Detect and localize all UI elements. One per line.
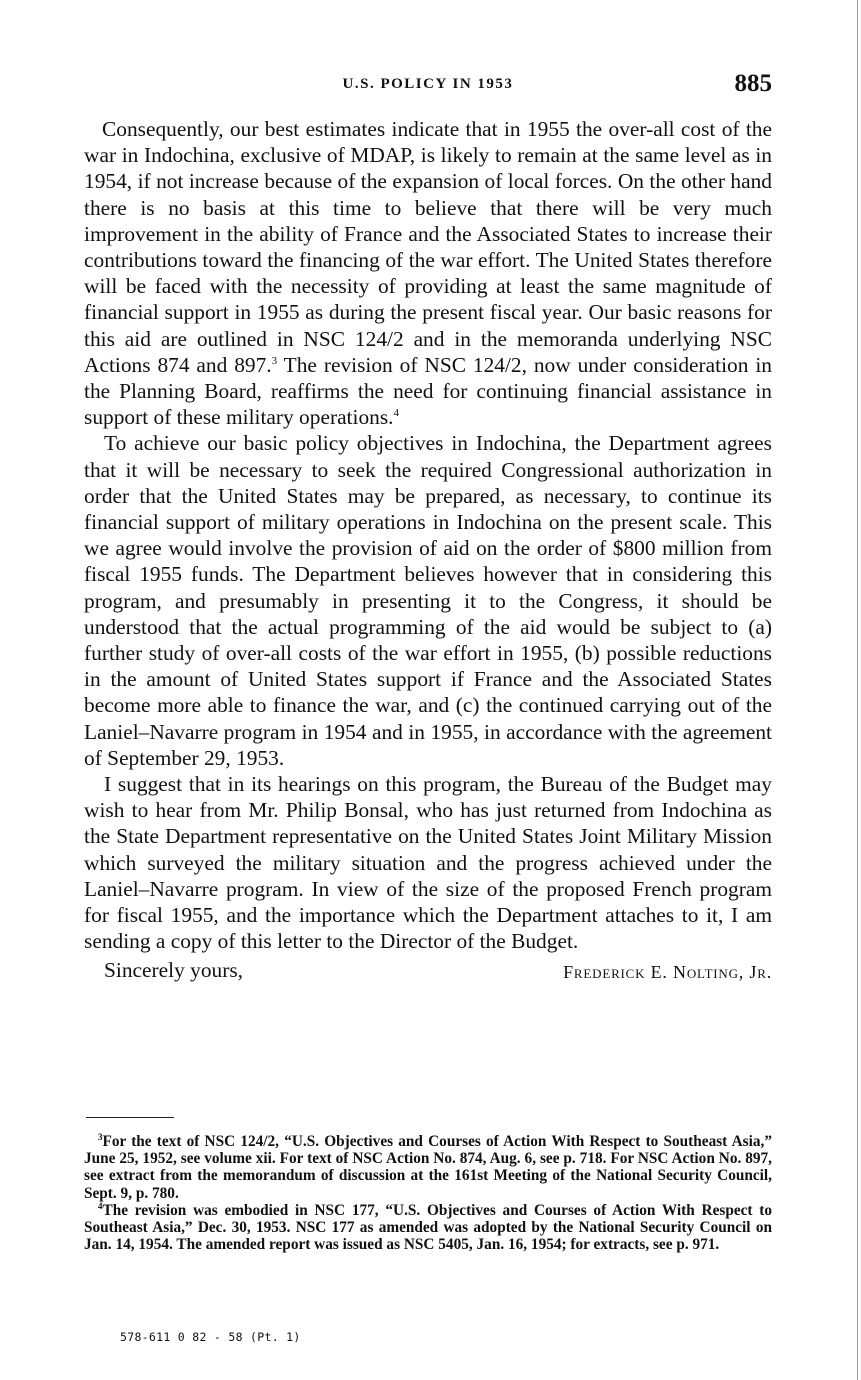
paragraph-2: To achieve our basic policy objectives in Indochina, the Department agrees that it will be necessary to seek the required Congressional authorization in order that the United States may be prepared, as necessary, to continue its financial support of military operations in Indochina on the present scale. This we agree would involve the provision of aid on the order of $800 million from fiscal 1955 funds. The Department believes however that in considering this program, and presumably in presenting it to the Congress, it should be understood that the actual programming of the aid would be subject to (a) further study of over-all costs of the war effort in 1955, (b) possible reductions in the amount of United States support if France and the Associated States become more able to finance the war, and (c) the continued carrying out of the Laniel–Navarre program in 1954 and in 1955, in accordance with the agreement of September 29, 1953. (84, 431, 772, 770)
running-header (84, 70, 772, 102)
paragraph-1-continuation: The revision of NSC 124/2, now under consideration in the Planning Board, reaffirms the need for continuing financial assistance in support of these military operations. (84, 352, 772, 430)
page-edge-line (857, 0, 858, 1380)
footnote-4-marker: 4 (98, 1200, 103, 1211)
signature: Frederick E. Nolting, Jr. (563, 961, 772, 982)
footnote-rule (86, 1117, 174, 1118)
page-number: 885 (734, 70, 772, 97)
signoff (84, 957, 772, 984)
running-title: U.S. POLICY IN 1953 (342, 76, 514, 92)
footnote-3 (84, 1133, 772, 1202)
letter-body (84, 116, 772, 984)
footnote-ref-3: 3 (271, 354, 278, 367)
footnote-3-text: For the text of NSC 124/2, “U.S. Objectives and Courses of Action With Respect to Southeast Asia,” June 25, 1952, see volume xii. For text of NSC Action No. 874, Aug. 6, see p. 718. For NSC Action No. 897, see extract from the memorandum of discussion at the 161st Meeting of the National Security Council, Sept. 9, p. 780. (84, 1133, 772, 1202)
paragraph-1 (84, 116, 772, 430)
footnote-4 (84, 1202, 772, 1254)
footnote-ref-4: 4 (393, 407, 400, 420)
paragraph-1-text: Consequently, our best estimates indicate that in 1955 the over-all cost of the war in Indochina, exclusive of MDAP, is likely to remain at the same level as in 1954, if not increase because of the expansion of local forces. On the other hand there is no basis at this time to believe that there will be very much improvement in the ability of France and the Associated States to increase their contributions toward the financing of the war effort. The United States therefore will be faced with the necessity of providing at least the same magnitude of financial support in 1955 as during the present fiscal year. Our basic reasons for this aid are outlined in NSC 124/2 and in the memoranda underlying NSC Actions 874 and 897. (84, 117, 772, 377)
footnote-3-marker: 3 (98, 1132, 103, 1142)
closing: Sincerely yours, (104, 957, 244, 982)
print-code: 578-611 0 82 - 58 (Pt. 1) (120, 1330, 301, 1344)
footnote-4-text: The revision was embodied in NSC 177, “U.S. Objectives and Courses of Action With Respect to Southeast Asia,” Dec. 30, 1953. NSC 177 as amended was adopted by the National Security Council on Jan. 14, 1954. The amended report was issued as NSC 5405, Jan. 16, 1954; for extracts, see p. 971. (84, 1201, 772, 1254)
paragraph-3: I suggest that in its hearings on this program, the Bureau of the Budget may wish to hear from Mr. Philip Bonsal, who has just returned from Indochina as the State Department representative on the United States Joint Military Mission which surveyed the military situation and the progress achieved under the Laniel–Navarre program. In view of the size of the proposed French program for fiscal 1955, and the importance which the Department attaches to it, I am sending a copy of this letter to the Director of the Budget. (84, 772, 772, 954)
footnotes (84, 1133, 772, 1253)
